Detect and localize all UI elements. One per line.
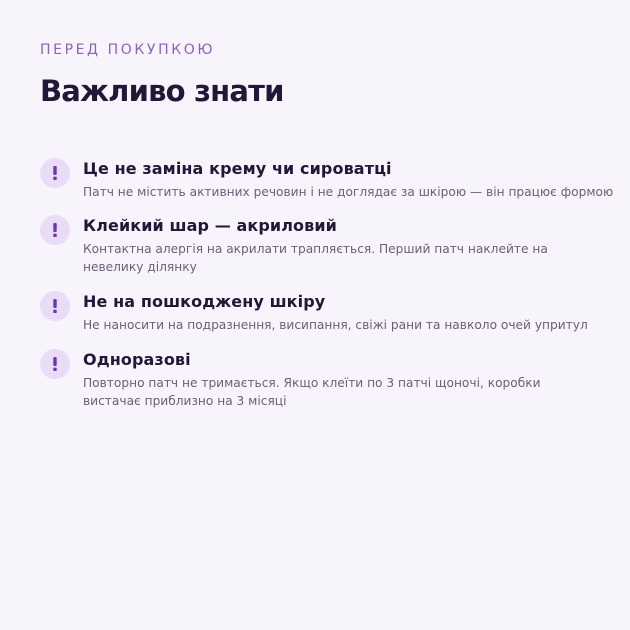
item-title: Клейкий шар — акриловий: [83, 216, 337, 235]
list-item: [40, 157, 614, 201]
item-title: Це не заміна крему чи сироватці: [83, 159, 392, 178]
list-item: [40, 214, 600, 276]
item-description: Патч не містить активних речовин і не доглядає за шкірою — він працює формою: [83, 185, 614, 199]
exclamation-icon: [40, 349, 70, 379]
page-title: Важливо знати: [40, 74, 284, 108]
list-item: [40, 348, 600, 410]
exclamation-icon: [40, 291, 70, 321]
exclamation-icon: [40, 158, 70, 188]
item-title: Одноразові: [83, 350, 191, 369]
item-title: Не на пошкоджену шкіру: [83, 292, 326, 311]
list-item: [40, 290, 600, 334]
eyebrow-label: ПЕРЕД ПОКУПКОЮ: [40, 42, 216, 58]
exclamation-icon: [40, 215, 70, 245]
warnings-list: [40, 157, 614, 410]
item-description: Повторно патч не тримається. Якщо клеїти по 3 патчі щоночі, коробки вистачає приблизно на 3 місяці: [83, 376, 541, 408]
item-description: Контактна алергія на акрилати трапляється. Перший патч наклейте на невелику ділянку: [83, 242, 548, 274]
item-description: Не наносити на подразнення, висипання, свіжі рани та навколо очей упритул: [83, 318, 588, 332]
